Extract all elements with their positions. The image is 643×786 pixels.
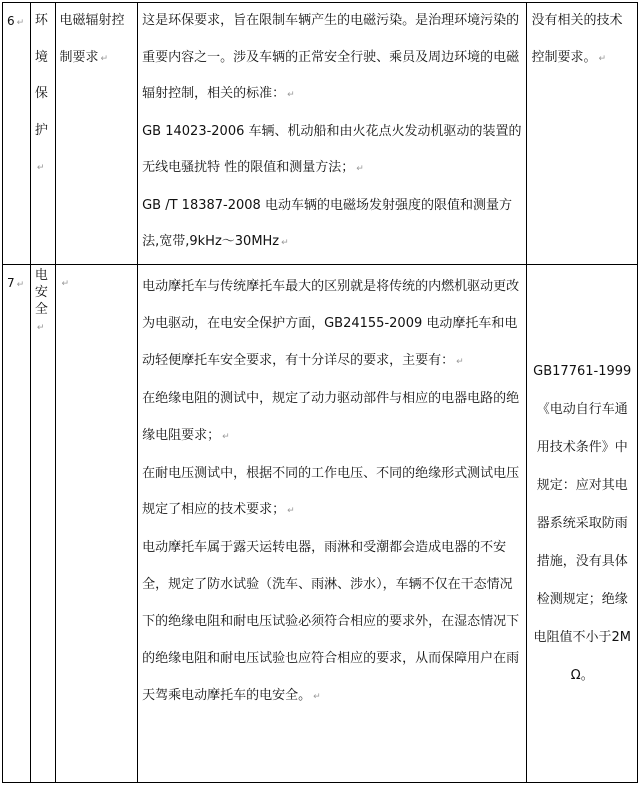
description-cell: [138, 3, 527, 265]
paragraph-mark-icon: ↵: [222, 431, 230, 442]
category-char: 境: [34, 49, 48, 65]
table-row: [3, 265, 638, 783]
paragraph-mark-icon: ↵: [287, 506, 295, 517]
category-char: 保: [34, 86, 48, 101]
category-char: 安: [34, 285, 48, 300]
row-number-cell: [3, 3, 31, 265]
control-cell: [527, 3, 638, 265]
control-text: 没有相关的技术控制要求。: [531, 13, 623, 65]
category-char: 护: [34, 122, 48, 138]
description-paragraph: 这是环保要求，旨在限制车辆产生的电磁污染。是治理环境污染的重要内容之一。涉及车辆的正常安全行驶、乘员及周边环境的电磁辐射控制，相关的标准： ↵: [142, 13, 520, 101]
description-paragraph: GB 14023-2006 车辆、机动船和由火花点火发动机驱动的装置的无线电骚扰特 性的限值和测量方法； ↵: [142, 123, 522, 175]
description-cell: [138, 265, 527, 783]
paragraph-mark-icon: ↵: [456, 356, 464, 367]
category-cell: [30, 265, 55, 783]
row-number: 7: [7, 276, 15, 290]
paragraph-mark-icon: ↵: [16, 18, 25, 28]
table-row: [3, 3, 638, 265]
control-text: GB17761-1999《电动自行车通用技术条件》中规定：应对其电器系统采取防雨措施，没有具体检测规定；绝缘电阻值不小于2MΩ。: [533, 363, 632, 683]
paragraph-mark-icon: ↵: [287, 90, 295, 100]
paragraph-mark-icon: ↵: [61, 279, 70, 289]
paragraph-mark-icon: ↵: [281, 238, 289, 248]
standards-table: [2, 2, 638, 783]
paragraph-mark-icon: ↵: [313, 691, 321, 702]
item-name: 电磁辐射控制要求: [59, 13, 125, 65]
row-number: 6: [7, 14, 15, 28]
description-paragraph: GB /T 18387-2008 电动车辆的电磁场发射强度的限值和测量方法,宽带,9kHz～30MHz ↵: [142, 197, 512, 249]
category-char: 全: [34, 302, 48, 317]
description-paragraph: 在耐电压测试中，根据不同的工作电压、不同的绝缘形式测试电压规定了相应的技术要求； ↵: [142, 465, 520, 518]
item-cell: [55, 3, 138, 265]
category-char: 电: [34, 268, 48, 283]
category-cell: [30, 3, 55, 265]
paragraph-mark-icon: ↵: [36, 163, 45, 173]
paragraph-mark-icon: ↵: [598, 53, 607, 64]
paragraph-mark-icon: ↵: [356, 164, 364, 174]
category-char: 环: [34, 13, 48, 28]
description-paragraph: 电动摩托车属于露天运转电器，雨淋和受潮都会造成电器的不安全，规定了防水试验（洗车、雨淋、涉水），车辆不仅在干态情况下的绝缘电阻和耐电压试验必须符合相应的要求外，在湿态情况下的绝缘电阻和耐电压试验也应符合相应的要求，从而保障用户在雨天驾乘电动摩托车的电安全。 ↵: [142, 540, 520, 703]
control-cell: [527, 265, 638, 783]
description-paragraph: 在绝缘电阻的测试中，规定了动力驱动部件与相应的电器电路的绝缘电阻要求； ↵: [142, 390, 520, 443]
description-paragraph: 电动摩托车与传统摩托车最大的区别就是将传统的内燃机驱动更改为电驱动，在电安全保护方面，GB24155-2009 电动摩托车和电动轻便摩托车安全要求，有十分详尽的要求，主要有： ↵: [142, 279, 520, 368]
paragraph-mark-icon: ↵: [36, 323, 45, 333]
item-cell: [55, 265, 138, 783]
paragraph-mark-icon: ↵: [100, 53, 109, 64]
row-number-cell: [3, 265, 31, 783]
paragraph-mark-icon: ↵: [16, 280, 25, 290]
